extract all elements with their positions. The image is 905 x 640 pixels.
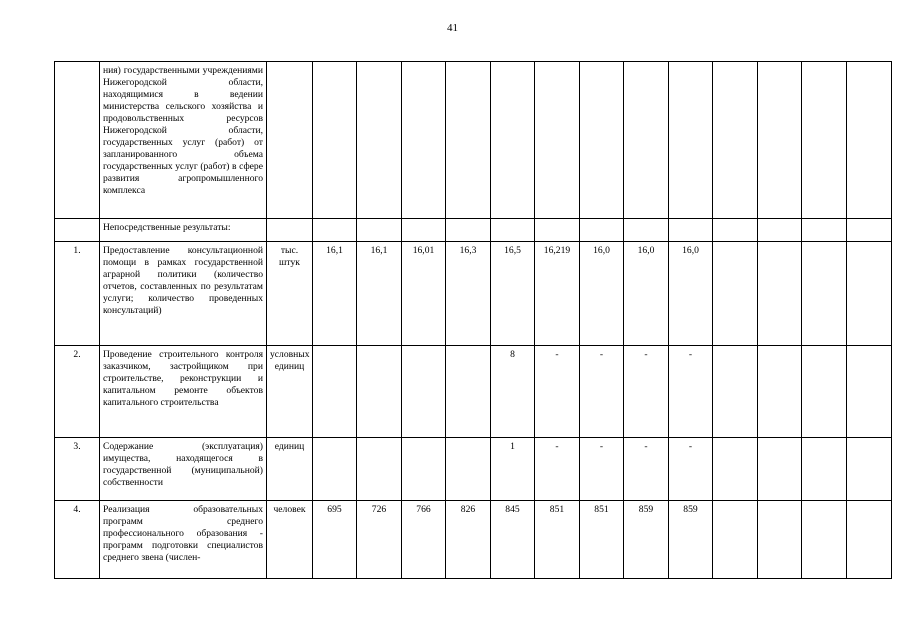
value-cell (357, 219, 402, 242)
row-unit: тыс. штук (267, 242, 313, 346)
row-description: Реализация образовательных программ среднего профессионального образования - программ подготовки специалистов среднего звена (числен- (100, 501, 267, 579)
table-row (55, 501, 892, 579)
value-cell: 16,01 (402, 242, 446, 346)
value-cell (847, 62, 892, 219)
value-cell (313, 438, 357, 501)
row-description: ния) государственными учреждениями Нижегородской области, находящимися в ведении министерства сельского хозяйства и продовольственных ресурсов Нижегородской области, государственных услуг (работ) от запланированного объема государственных услуг (работ) в сфере развития агропромышленного комплекса (100, 62, 267, 219)
value-cell (758, 62, 802, 219)
value-cell (313, 346, 357, 438)
value-cell (491, 219, 535, 242)
value-cell: 859 (669, 501, 713, 579)
value-cell (847, 501, 892, 579)
value-cell (535, 219, 580, 242)
row-description: Проведение строительного контроля заказчиком, застройщиком при строительстве, реконструкции и капитальном ремонте объектов капитального строительства (100, 346, 267, 438)
value-cell: 16,0 (669, 242, 713, 346)
value-cell (446, 438, 491, 501)
value-cell: 16,1 (313, 242, 357, 346)
value-cell (847, 438, 892, 501)
value-cell (669, 62, 713, 219)
value-cell: - (580, 438, 624, 501)
value-cell: 8 (491, 346, 535, 438)
value-cell (357, 346, 402, 438)
value-cell (402, 438, 446, 501)
section-heading: Непосредственные результаты: (100, 219, 267, 242)
value-cell: 845 (491, 501, 535, 579)
row-description: Предоставление консультационной помощи в рамках государственной аграрной политики (количество отчетов, составленных по результатам услуги; количество проведенных консультаций) (100, 242, 267, 346)
table-row-section-heading (55, 219, 892, 242)
value-cell: - (669, 346, 713, 438)
value-cell (802, 62, 847, 219)
value-cell: - (624, 438, 669, 501)
value-cell: 16,1 (357, 242, 402, 346)
value-cell (713, 346, 758, 438)
value-cell (313, 62, 357, 219)
value-cell (357, 438, 402, 501)
value-cell (313, 219, 357, 242)
value-cell: 16,0 (624, 242, 669, 346)
value-cell (713, 438, 758, 501)
value-cell (713, 501, 758, 579)
value-cell: 726 (357, 501, 402, 579)
row-unit: условных единиц (267, 346, 313, 438)
value-cell (847, 242, 892, 346)
value-cell: 859 (624, 501, 669, 579)
value-cell: 766 (402, 501, 446, 579)
value-cell (402, 346, 446, 438)
value-cell (802, 501, 847, 579)
value-cell: 16,219 (535, 242, 580, 346)
value-cell (580, 219, 624, 242)
row-number: 2. (55, 346, 100, 438)
value-cell: - (535, 438, 580, 501)
value-cell: - (669, 438, 713, 501)
value-cell: - (535, 346, 580, 438)
indicators-table (54, 61, 892, 579)
value-cell (580, 62, 624, 219)
value-cell (802, 219, 847, 242)
row-number (55, 62, 100, 219)
value-cell (535, 62, 580, 219)
table-row (55, 242, 892, 346)
value-cell (713, 242, 758, 346)
row-number (55, 219, 100, 242)
value-cell (402, 62, 446, 219)
value-cell: 16,5 (491, 242, 535, 346)
value-cell (713, 62, 758, 219)
value-cell (802, 438, 847, 501)
value-cell: - (580, 346, 624, 438)
value-cell: 16,0 (580, 242, 624, 346)
value-cell (446, 219, 491, 242)
value-cell (357, 62, 402, 219)
row-unit (267, 62, 313, 219)
value-cell (847, 346, 892, 438)
table-row-continuation (55, 62, 892, 219)
value-cell (624, 62, 669, 219)
table-row (55, 438, 892, 501)
value-cell (758, 438, 802, 501)
page-number: 41 (447, 22, 458, 34)
value-cell (758, 346, 802, 438)
value-cell (402, 219, 446, 242)
value-cell: 851 (535, 501, 580, 579)
row-number: 4. (55, 501, 100, 579)
row-number: 1. (55, 242, 100, 346)
value-cell: 826 (446, 501, 491, 579)
row-number: 3. (55, 438, 100, 501)
row-unit: единиц (267, 438, 313, 501)
value-cell (446, 346, 491, 438)
value-cell (624, 219, 669, 242)
value-cell (669, 219, 713, 242)
value-cell: 1 (491, 438, 535, 501)
value-cell: 695 (313, 501, 357, 579)
value-cell: 851 (580, 501, 624, 579)
value-cell (758, 501, 802, 579)
value-cell (802, 242, 847, 346)
value-cell: - (624, 346, 669, 438)
value-cell (758, 242, 802, 346)
value-cell (802, 346, 847, 438)
value-cell (713, 219, 758, 242)
row-unit: человек (267, 501, 313, 579)
value-cell: 16,3 (446, 242, 491, 346)
row-description: Содержание (эксплуатация) имущества, находящегося в государственной (муниципальной) собственности (100, 438, 267, 501)
value-cell (446, 62, 491, 219)
value-cell (847, 219, 892, 242)
row-unit (267, 219, 313, 242)
table-row (55, 346, 892, 438)
value-cell (491, 62, 535, 219)
value-cell (758, 219, 802, 242)
